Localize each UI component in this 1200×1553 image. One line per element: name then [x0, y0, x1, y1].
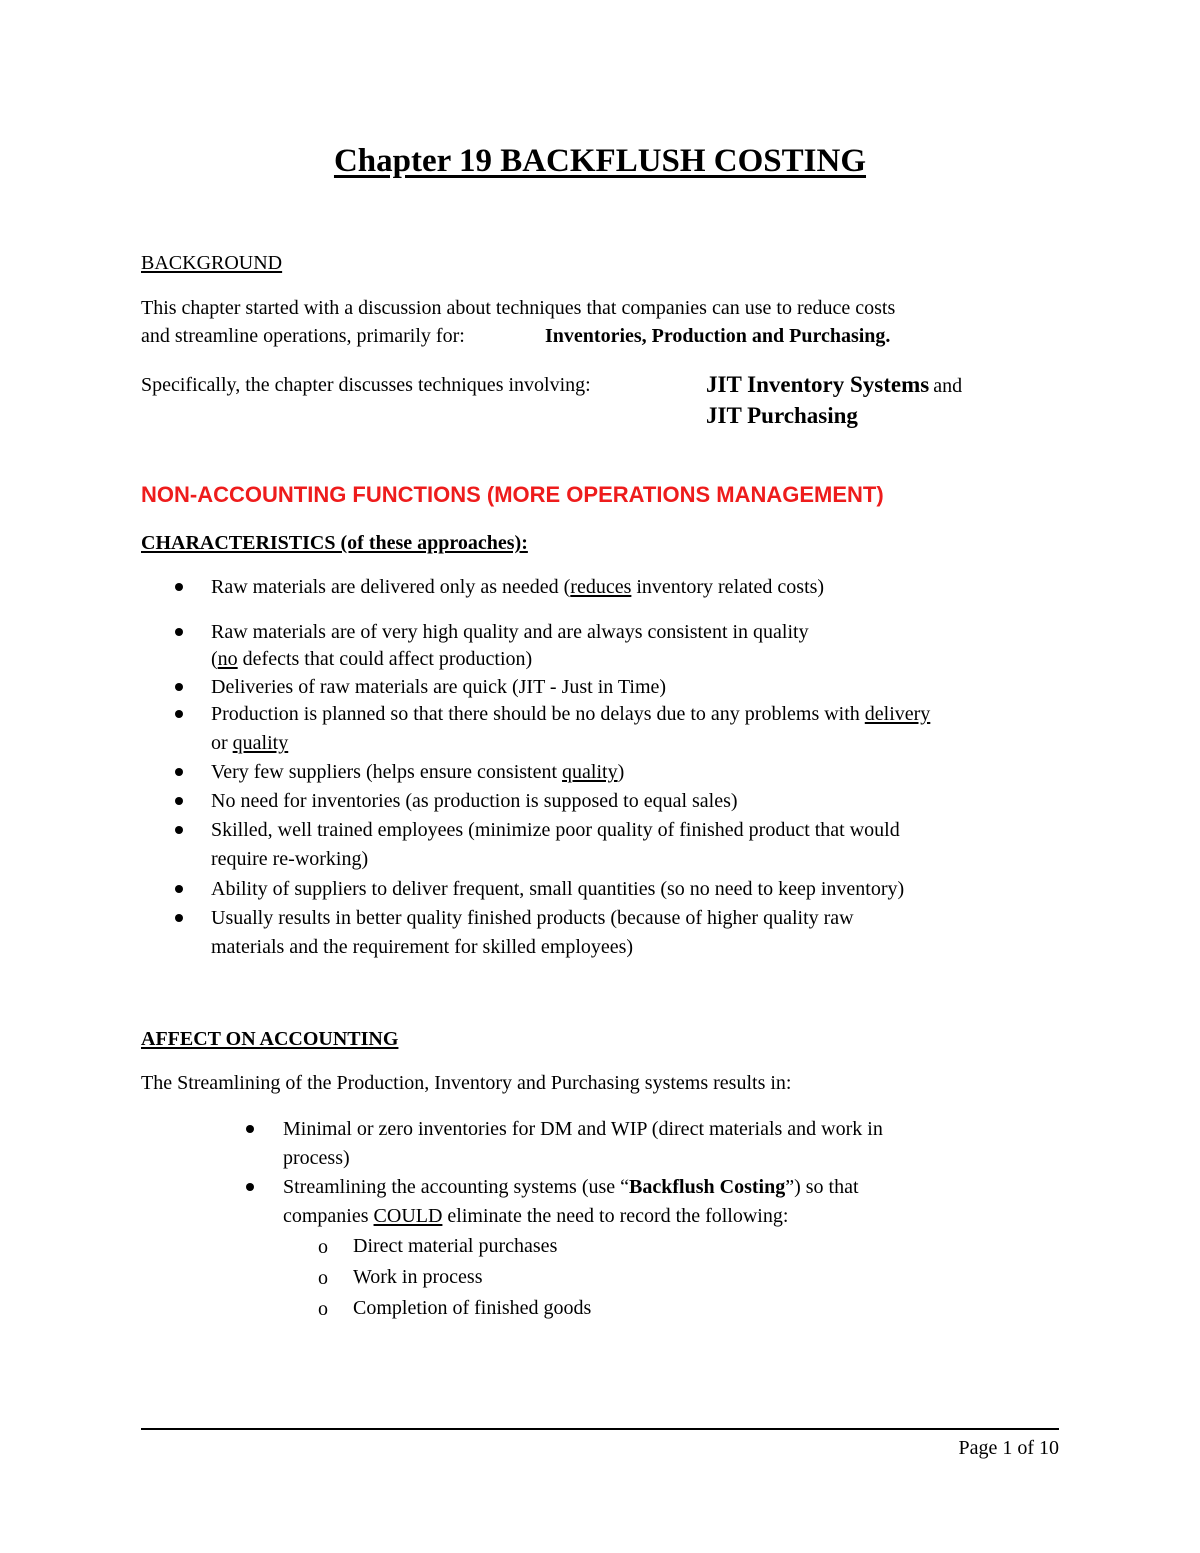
item-text: Production is planned so that there should be no delays due to any problems with	[211, 703, 865, 725]
characteristic-item-2-line-2	[211, 649, 532, 669]
background-paragraph-line-1: This chapter started with a discussion about techniques that companies can use to reduce costs	[141, 297, 896, 319]
item-emphasis: quality	[562, 761, 618, 783]
item-text: Streamlining the accounting systems (use “	[283, 1176, 630, 1198]
characteristic-item-5	[211, 762, 624, 782]
item-text: ”) so that	[785, 1176, 859, 1198]
sub-item-work-in-process: Work in process	[353, 1266, 483, 1288]
item-text: or	[211, 732, 233, 754]
non-accounting-heading: NON-ACCOUNTING FUNCTIONS (MORE OPERATIONS MANAGEMENT)	[141, 482, 884, 507]
sub-item-direct-material: Direct material purchases	[353, 1235, 558, 1257]
item-text: inventory related costs)	[631, 576, 825, 598]
characteristic-item-1	[211, 577, 824, 597]
characteristic-item-4-line-2	[211, 733, 288, 753]
accounting-heading: AFFECT ON ACCOUNTING	[141, 1028, 399, 1050]
bullet-dot	[175, 885, 183, 893]
sub-bullet-marker: o	[318, 1236, 328, 1258]
characteristic-item-3: Deliveries of raw materials are quick (JIT - Just in Time)	[211, 676, 667, 698]
item-text: (	[211, 648, 218, 670]
characteristic-item-4-line-1	[211, 704, 930, 724]
item-text: Raw materials are delivered only as needed (	[211, 576, 571, 598]
item-text: defects that could affect production)	[237, 648, 533, 670]
characteristics-heading: CHARACTERISTICS (of these approaches):	[141, 532, 528, 554]
accounting-item-1-line-1: Minimal or zero inventories for DM and WIP (direct materials and work in	[283, 1118, 883, 1140]
accounting-intro: The Streamlining of the Production, Inventory and Purchasing systems results in:	[141, 1072, 792, 1094]
bullet-dot	[175, 583, 183, 591]
page-number: Page 1 of 10	[958, 1437, 1059, 1459]
characteristic-item-7-line-1: Skilled, well trained employees (minimize poor quality of finished product that would	[211, 819, 900, 841]
techniques-intro: Specifically, the chapter discusses techniques involving:	[141, 374, 591, 396]
sub-bullet-marker: o	[318, 1298, 328, 1320]
bullet-dot	[175, 628, 183, 636]
accounting-item-2-line-2	[283, 1206, 788, 1226]
item-emphasis: delivery	[864, 703, 931, 725]
sub-item-finished-goods: Completion of finished goods	[353, 1297, 592, 1319]
characteristic-item-2-line-1: Raw materials are of very high quality and are always consistent in quality	[211, 621, 809, 643]
item-text: companies	[283, 1205, 374, 1227]
characteristic-item-6: No need for inventories (as production is supposed to equal sales)	[211, 790, 738, 812]
sub-bullet-marker: o	[318, 1267, 328, 1289]
item-text: Very few suppliers (helps ensure consistent	[211, 761, 563, 783]
item-emphasis: quality	[232, 732, 289, 754]
characteristic-item-8: Ability of suppliers to deliver frequent, small quantities (so no need to keep inventory)	[211, 878, 905, 900]
bullet-dot	[175, 914, 183, 922]
background-paragraph-line-2: and streamline operations, primarily for:	[141, 325, 465, 347]
accounting-item-1-line-2: process)	[283, 1147, 350, 1169]
jit-inventory-line	[706, 372, 962, 398]
bullet-dot	[175, 768, 183, 776]
jit-inventory-systems: JIT Inventory Systems	[706, 372, 930, 397]
bullet-dot	[175, 683, 183, 691]
item-emphasis: COULD	[373, 1205, 443, 1227]
bullet-dot	[175, 826, 183, 834]
item-text: )	[617, 761, 625, 783]
backflush-costing-term: Backflush Costing	[629, 1176, 786, 1198]
characteristic-item-9-line-1: Usually results in better quality finished products (because of higher quality raw	[211, 907, 854, 929]
bullet-dot	[246, 1125, 254, 1133]
characteristic-item-9-line-2: materials and the requirement for skilled employees)	[211, 936, 634, 958]
item-emphasis: reduces	[570, 576, 632, 598]
bullet-dot	[175, 710, 183, 718]
accounting-item-2-line-1	[283, 1177, 859, 1197]
page-title: Chapter 19 BACKFLUSH COSTING	[333, 143, 867, 179]
background-heading: BACKGROUND	[141, 252, 283, 274]
characteristic-item-7-line-2: require re-working)	[211, 848, 369, 870]
bullet-dot	[246, 1183, 254, 1191]
background-focus-areas: Inventories, Production and Purchasing.	[545, 325, 891, 347]
footer-divider	[141, 1428, 1059, 1430]
item-emphasis: no	[217, 648, 238, 670]
and-connector: and	[933, 375, 963, 397]
jit-purchasing: JIT Purchasing	[706, 403, 858, 428]
bullet-dot	[175, 797, 183, 805]
item-text: eliminate the need to record the following:	[442, 1205, 789, 1227]
